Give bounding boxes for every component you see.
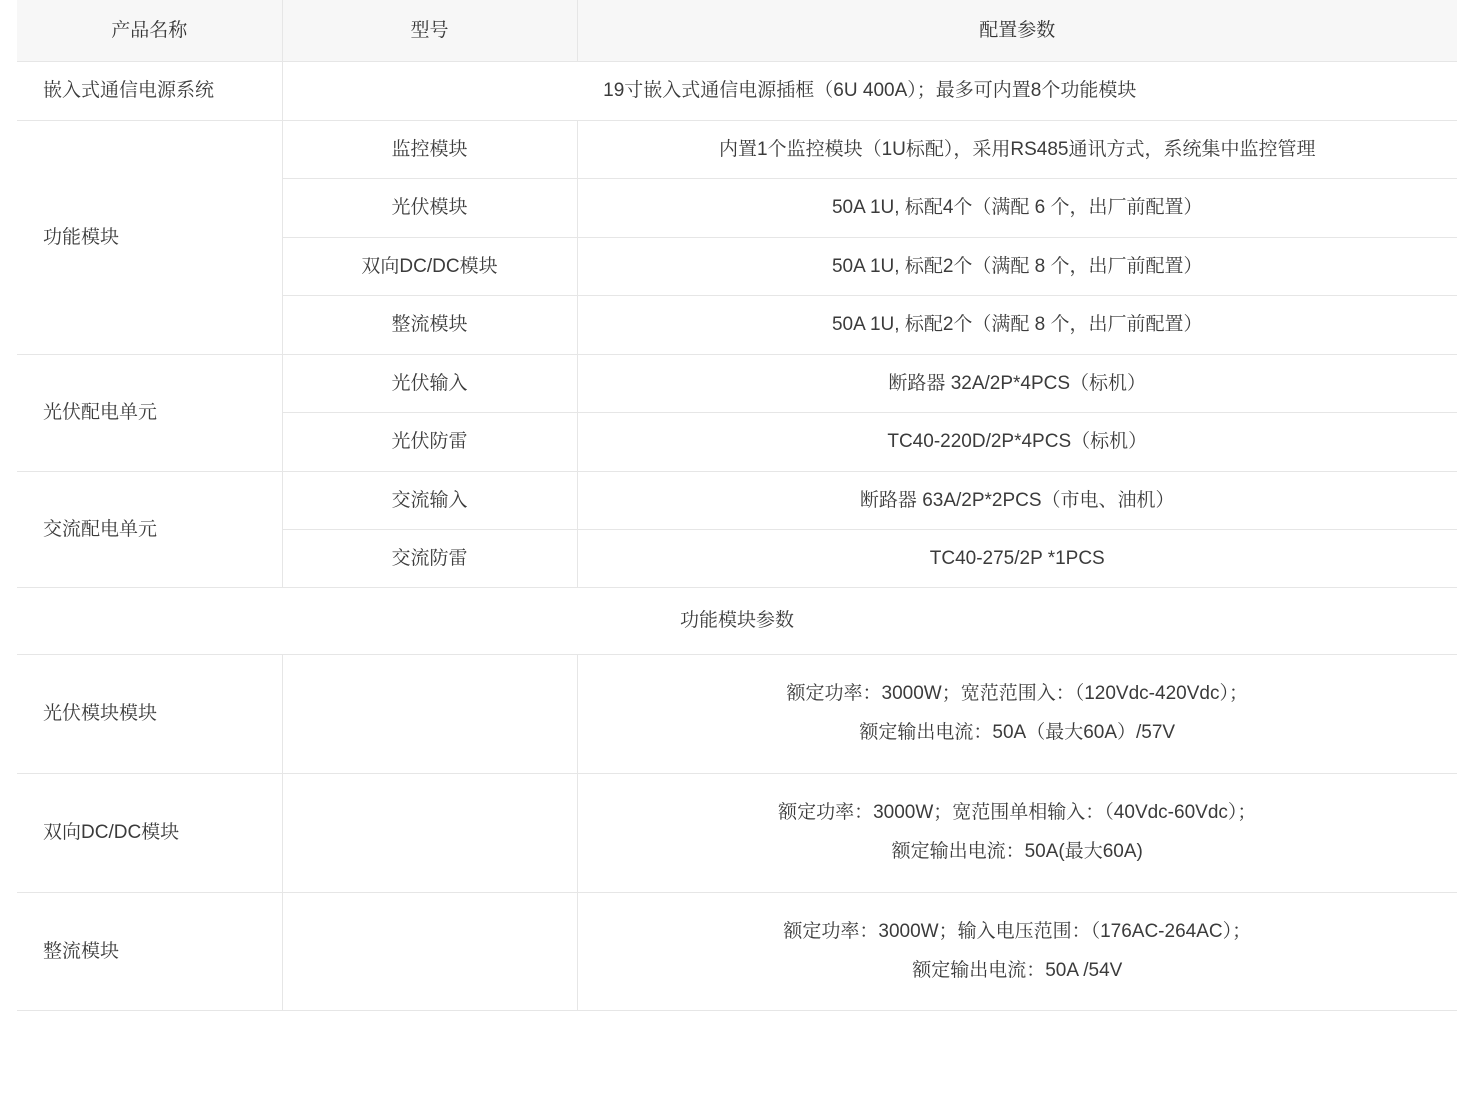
section-title: 功能模块参数: [17, 588, 1457, 654]
parameter-line: 额定输出电流：50A（最大60A）/57V: [859, 721, 1176, 743]
row-product-name: 交流配电单元: [17, 471, 282, 588]
row-model: 光伏模块: [282, 179, 577, 237]
row-product-name: 嵌入式通信电源系统: [17, 62, 282, 120]
row-model: 双向DC/DC模块: [282, 237, 577, 295]
row-model: 整流模块: [282, 296, 577, 354]
row-product-name: 整流模块: [17, 892, 282, 1011]
column-header-product-name: 产品名称: [17, 0, 282, 62]
row-parameters: [577, 773, 1457, 892]
row-product-name: 功能模块: [17, 120, 282, 354]
row-parameters: 内置1个监控模块（1U标配），采用RS485通讯方式，系统集中监控管理: [577, 120, 1457, 178]
table-row: [17, 654, 1457, 773]
table-row: [17, 892, 1457, 1011]
parameter-line: 额定输出电流：50A(最大60A): [891, 840, 1143, 862]
parameter-line: 额定功率：3000W；输入电压范围：（176AC-264AC）；: [783, 920, 1252, 942]
row-parameters: [577, 892, 1457, 1011]
row-parameters: 19寸嵌入式通信电源插框（6U 400A）；最多可内置8个功能模块: [282, 62, 1457, 120]
row-parameters: 断路器 63A/2P*2PCS（市电、油机）: [577, 471, 1457, 529]
row-parameters: TC40-275/2P *1PCS: [577, 529, 1457, 587]
row-model: [282, 654, 577, 773]
section-title-row: [17, 588, 1457, 654]
row-parameters: 断路器 32A/2P*4PCS（标机）: [577, 354, 1457, 412]
table-row: [17, 120, 1457, 178]
row-parameters: 50A 1U, 标配2个（满配 8 个，出厂前配置）: [577, 237, 1457, 295]
row-model: 交流输入: [282, 471, 577, 529]
table-body: [17, 62, 1457, 1011]
table-row: [17, 354, 1457, 412]
column-header-model: 型号: [282, 0, 577, 62]
product-spec-table: [17, 0, 1457, 1011]
row-model: 光伏输入: [282, 354, 577, 412]
parameter-line: 额定输出电流：50A /54V: [912, 959, 1123, 981]
row-model: 光伏防雷: [282, 413, 577, 471]
table-header-row: [17, 0, 1457, 62]
parameter-line: 额定功率：3000W；宽范围单相输入：（40Vdc-60Vdc）；: [778, 801, 1257, 823]
table-row: [17, 471, 1457, 529]
row-model: 交流防雷: [282, 529, 577, 587]
table-row: [17, 62, 1457, 120]
parameter-line: 额定功率：3000W；宽范范围入：（120Vdc-420Vdc）；: [786, 682, 1248, 704]
table-header: [17, 0, 1457, 62]
row-product-name: 双向DC/DC模块: [17, 773, 282, 892]
row-product-name: 光伏模块模块: [17, 654, 282, 773]
row-parameters: 50A 1U, 标配2个（满配 8 个，出厂前配置）: [577, 296, 1457, 354]
row-model: 监控模块: [282, 120, 577, 178]
row-parameters: [577, 654, 1457, 773]
row-parameters: TC40-220D/2P*4PCS（标机）: [577, 413, 1457, 471]
row-parameters: 50A 1U, 标配4个（满配 6 个，出厂前配置）: [577, 179, 1457, 237]
table-row: [17, 773, 1457, 892]
row-product-name: 光伏配电单元: [17, 354, 282, 471]
row-model: [282, 892, 577, 1011]
column-header-parameters: 配置参数: [577, 0, 1457, 62]
row-model: [282, 773, 577, 892]
